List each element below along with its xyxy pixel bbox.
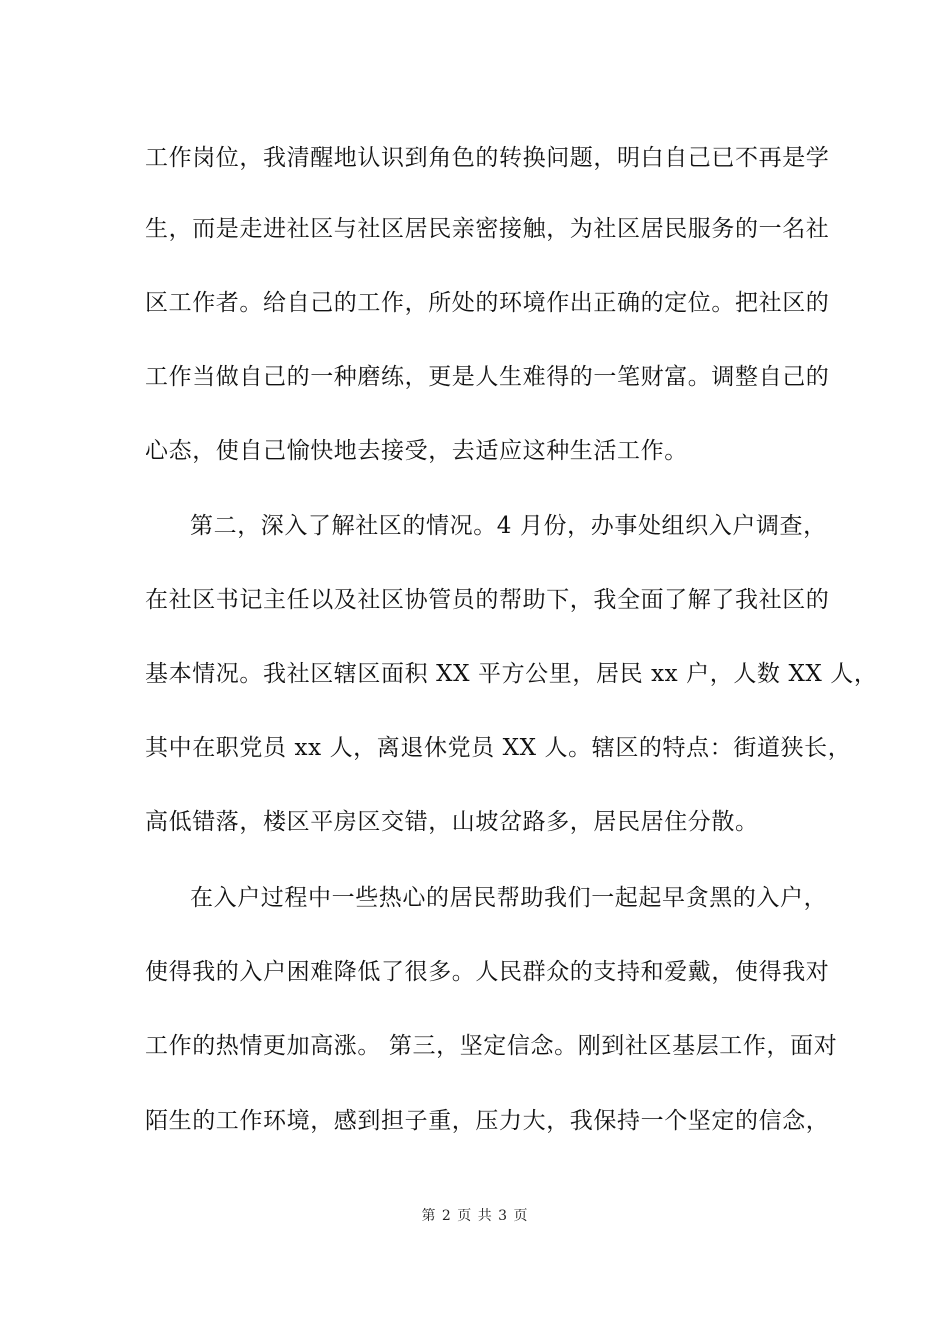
- text-line-10: 高低错落，楼区平房区交错，山坡岔路多，居民居住分散。: [145, 809, 759, 835]
- text-line-14: 陌生的工作环境，感到担子重，压力大，我保持一个坚定的信念，: [145, 1108, 830, 1134]
- text-line-8: 基本情况。我社区辖区面积 XX 平方公里，居民 xx 户，人数 XX 人，: [145, 661, 878, 687]
- text-line-11: 在入户过程中一些热心的居民帮助我们一起起早贪黑的入户，: [190, 885, 828, 911]
- page-number-footer: 第 2 页 共 3 页: [421, 1208, 529, 1224]
- text-line-1: 工作岗位，我清醒地认识到角色的转换问题，明白自己已不再是学: [145, 145, 830, 171]
- text-line-6: 第二，深入了解社区的情况。4 月份，办事处组织入户调查，: [190, 513, 827, 539]
- text-line-2: 生，而是走进社区与社区居民亲密接触，为社区居民服务的一名社: [145, 216, 830, 242]
- text-line-5: 心态，使自己愉快地去接受，去适应这种生活工作。: [145, 438, 688, 464]
- text-line-4: 工作当做自己的一种磨练，更是人生难得的一笔财富。调整自己的: [145, 364, 830, 390]
- text-line-12: 使得我的入户困难降低了很多。人民群众的支持和爱戴，使得我对: [145, 959, 830, 985]
- text-line-13: 工作的热情更加高涨。 第三，坚定信念。刚到社区基层工作，面对: [145, 1033, 838, 1059]
- text-line-7: 在社区书记主任以及社区协管员的帮助下，我全面了解了我社区的: [145, 587, 830, 613]
- text-line-9: 其中在职党员 xx 人，离退休党员 XX 人。辖区的特点：街道狭长，: [145, 735, 852, 761]
- text-line-3: 区工作者。给自己的工作，所处的环境作出正确的定位。把社区的: [145, 290, 830, 316]
